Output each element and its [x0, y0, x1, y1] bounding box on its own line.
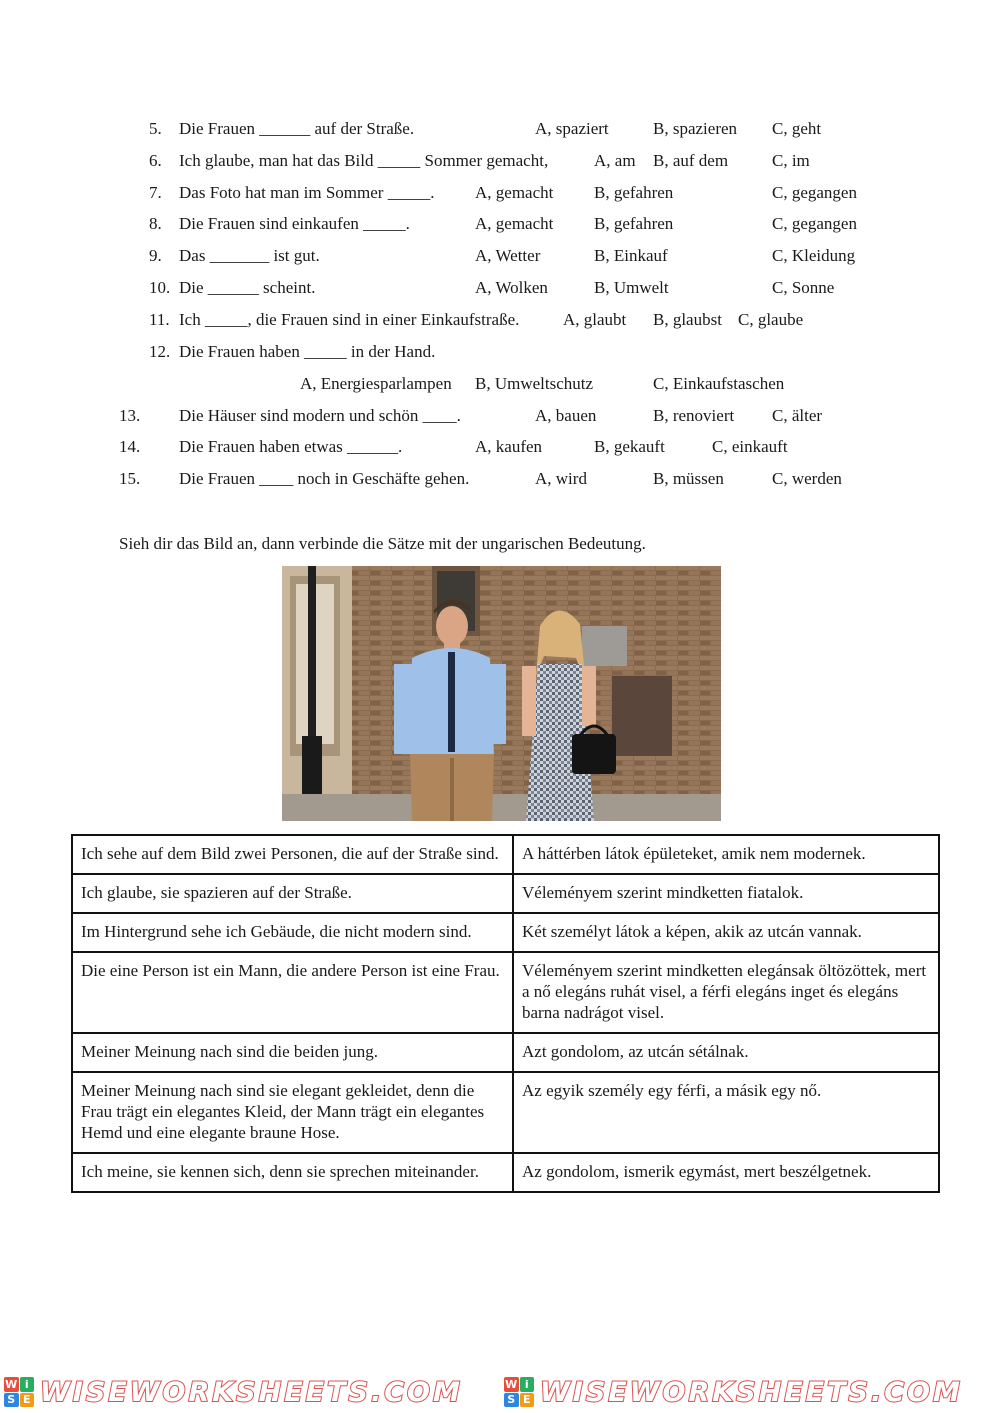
brand-wordmark: WISEWORKSHEETS.COM: [540, 1376, 963, 1408]
street-photo: [282, 566, 721, 821]
option-a: A, Energiesparlampen: [300, 374, 452, 393]
question-11: [0, 310, 1000, 334]
question-number: 15.: [119, 469, 141, 488]
matching-table: [71, 834, 940, 1193]
hungarian-sentence: Két személyt látok a képen, akik az utcán vannak.: [513, 913, 939, 952]
option-a: A, gemacht: [475, 214, 554, 233]
brand-logo: [504, 1375, 963, 1409]
table-row: [72, 1033, 939, 1072]
option-b: B, renoviert: [653, 406, 735, 425]
hungarian-sentence: Az egyik személy egy férfi, a másik egy nő.: [513, 1072, 939, 1153]
question-number: 12.: [149, 342, 171, 361]
table-row: [72, 874, 939, 913]
table-row: [72, 1153, 939, 1192]
question-text: Das Foto hat man im Sommer _____.: [179, 183, 435, 202]
logo-icon: [504, 1377, 534, 1407]
option-c: C, werden: [772, 469, 842, 488]
instruction-text: Sieh dir das Bild an, dann verbinde die Sätze mit der ungarischen Bedeutung.: [119, 534, 646, 553]
question-12: [0, 342, 1000, 366]
question-7: [0, 183, 1000, 207]
hungarian-sentence: Az gondolom, ismerik egymást, mert beszélgetnek.: [513, 1153, 939, 1192]
question-number: 14.: [119, 437, 141, 456]
option-a: A, gemacht: [475, 183, 554, 202]
question-text: Das _______ ist gut.: [179, 246, 320, 265]
option-a: A, kaufen: [475, 437, 543, 456]
logo-letter: S: [4, 1393, 19, 1408]
question-12-options: [0, 374, 1000, 398]
question-number: 6.: [149, 151, 162, 170]
question-5: [0, 119, 1000, 143]
option-c: C, älter: [772, 406, 823, 425]
question-text: Die Frauen sind einkaufen _____.: [179, 214, 410, 233]
option-c: C, geht: [772, 119, 822, 138]
option-b: B, müssen: [653, 469, 724, 488]
hungarian-sentence: A háttérben látok épületeket, amik nem modernek.: [513, 835, 939, 874]
german-sentence: Ich glaube, sie spazieren auf der Straße.: [72, 874, 513, 913]
german-sentence: Meiner Meinung nach sind sie elegant gekleidet, denn die Frau trägt ein elegantes Kleid, der Mann trägt ein elegantes Hemd und eine elegante braune Hose.: [72, 1072, 513, 1153]
option-c: C, gegangen: [772, 214, 857, 233]
option-b: B, glaubst: [653, 310, 722, 329]
option-c: C, gegangen: [772, 183, 857, 202]
question-10: [0, 278, 1000, 302]
brand-logo: [4, 1375, 463, 1409]
option-b: B, Umweltschutz: [475, 374, 594, 393]
question-number: 7.: [149, 183, 162, 202]
question-text: Die Häuser sind modern und schön ____.: [179, 406, 461, 425]
question-13: [0, 406, 1000, 430]
question-text: Die Frauen ____ noch in Geschäfte gehen.: [179, 469, 470, 488]
logo-letter: E: [20, 1393, 35, 1408]
german-sentence: Die eine Person ist ein Mann, die andere Person ist eine Frau.: [72, 952, 513, 1033]
option-b: B, gefahren: [594, 183, 674, 202]
question-text: Die Frauen haben etwas ______.: [179, 437, 403, 456]
question-14: [0, 437, 1000, 461]
german-sentence: Ich sehe auf dem Bild zwei Personen, die auf der Straße sind.: [72, 835, 513, 874]
option-c: C, Sonne: [772, 278, 835, 297]
option-b: B, gekauft: [594, 437, 665, 456]
option-b: B, Umwelt: [594, 278, 669, 297]
logo-letter: i: [20, 1377, 35, 1392]
hungarian-sentence: Véleményem szerint mindketten fiatalok.: [513, 874, 939, 913]
table-row: [72, 835, 939, 874]
option-c: C, einkauft: [712, 437, 788, 456]
logo-icon: [4, 1377, 34, 1407]
brand-wordmark: WISEWORKSHEETS.COM: [40, 1376, 463, 1408]
question-text: Die ______ scheint.: [179, 278, 316, 297]
option-b: B, gefahren: [594, 214, 674, 233]
hungarian-sentence: Azt gondolom, az utcán sétálnak.: [513, 1033, 939, 1072]
logo-letter: E: [520, 1393, 535, 1408]
german-sentence: Im Hintergrund sehe ich Gebäude, die nicht modern sind.: [72, 913, 513, 952]
option-a: A, spaziert: [535, 119, 609, 138]
logo-letter: W: [505, 1377, 518, 1391]
question-text: Ich _____, die Frauen sind in einer Einkaufstraße.: [179, 310, 520, 329]
option-a: A, glaubt: [563, 310, 627, 329]
option-c: C, glaube: [738, 310, 804, 329]
option-a: A, wird: [535, 469, 587, 488]
question-number: 5.: [149, 119, 162, 138]
question-number: 11.: [149, 310, 170, 329]
table-row: [72, 952, 939, 1033]
option-c: C, Einkaufstaschen: [653, 374, 785, 393]
question-8: [0, 214, 1000, 238]
option-c: C, Kleidung: [772, 246, 856, 265]
table-row: [72, 1072, 939, 1153]
option-a: A, bauen: [535, 406, 597, 425]
option-b: B, Einkauf: [594, 246, 668, 265]
hungarian-sentence: Véleményem szerint mindketten elegánsak öltözöttek, mert a nő elegáns ruhát visel, a férfi elegáns inget és elegáns barna nadrágot visel.: [513, 952, 939, 1033]
question-6: [0, 151, 1000, 175]
logo-letter: W: [5, 1377, 18, 1391]
option-a: A, Wetter: [475, 246, 541, 265]
table-row: [72, 913, 939, 952]
question-9: [0, 246, 1000, 270]
option-b: B, spazieren: [653, 119, 738, 138]
option-a: A, Wolken: [475, 278, 548, 297]
footer-watermark: [0, 1373, 1000, 1413]
question-text: Die Frauen ______ auf der Straße.: [179, 119, 415, 138]
question-15: [0, 469, 1000, 493]
option-a: A, am: [594, 151, 636, 170]
logo-letter: S: [504, 1393, 519, 1408]
german-sentence: Meiner Meinung nach sind die beiden jung.: [72, 1033, 513, 1072]
question-number: 13.: [119, 406, 141, 425]
question-number: 8.: [149, 214, 162, 233]
question-text: Ich glaube, man hat das Bild _____ Sommer gemacht,: [179, 151, 549, 170]
question-number: 10.: [149, 278, 171, 297]
logo-letter: i: [520, 1377, 535, 1392]
question-number: 9.: [149, 246, 162, 265]
option-b: B, auf dem: [653, 151, 729, 170]
german-sentence: Ich meine, sie kennen sich, denn sie sprechen miteinander.: [72, 1153, 513, 1192]
option-c: C, im: [772, 151, 810, 170]
question-text: Die Frauen haben _____ in der Hand.: [179, 342, 436, 361]
